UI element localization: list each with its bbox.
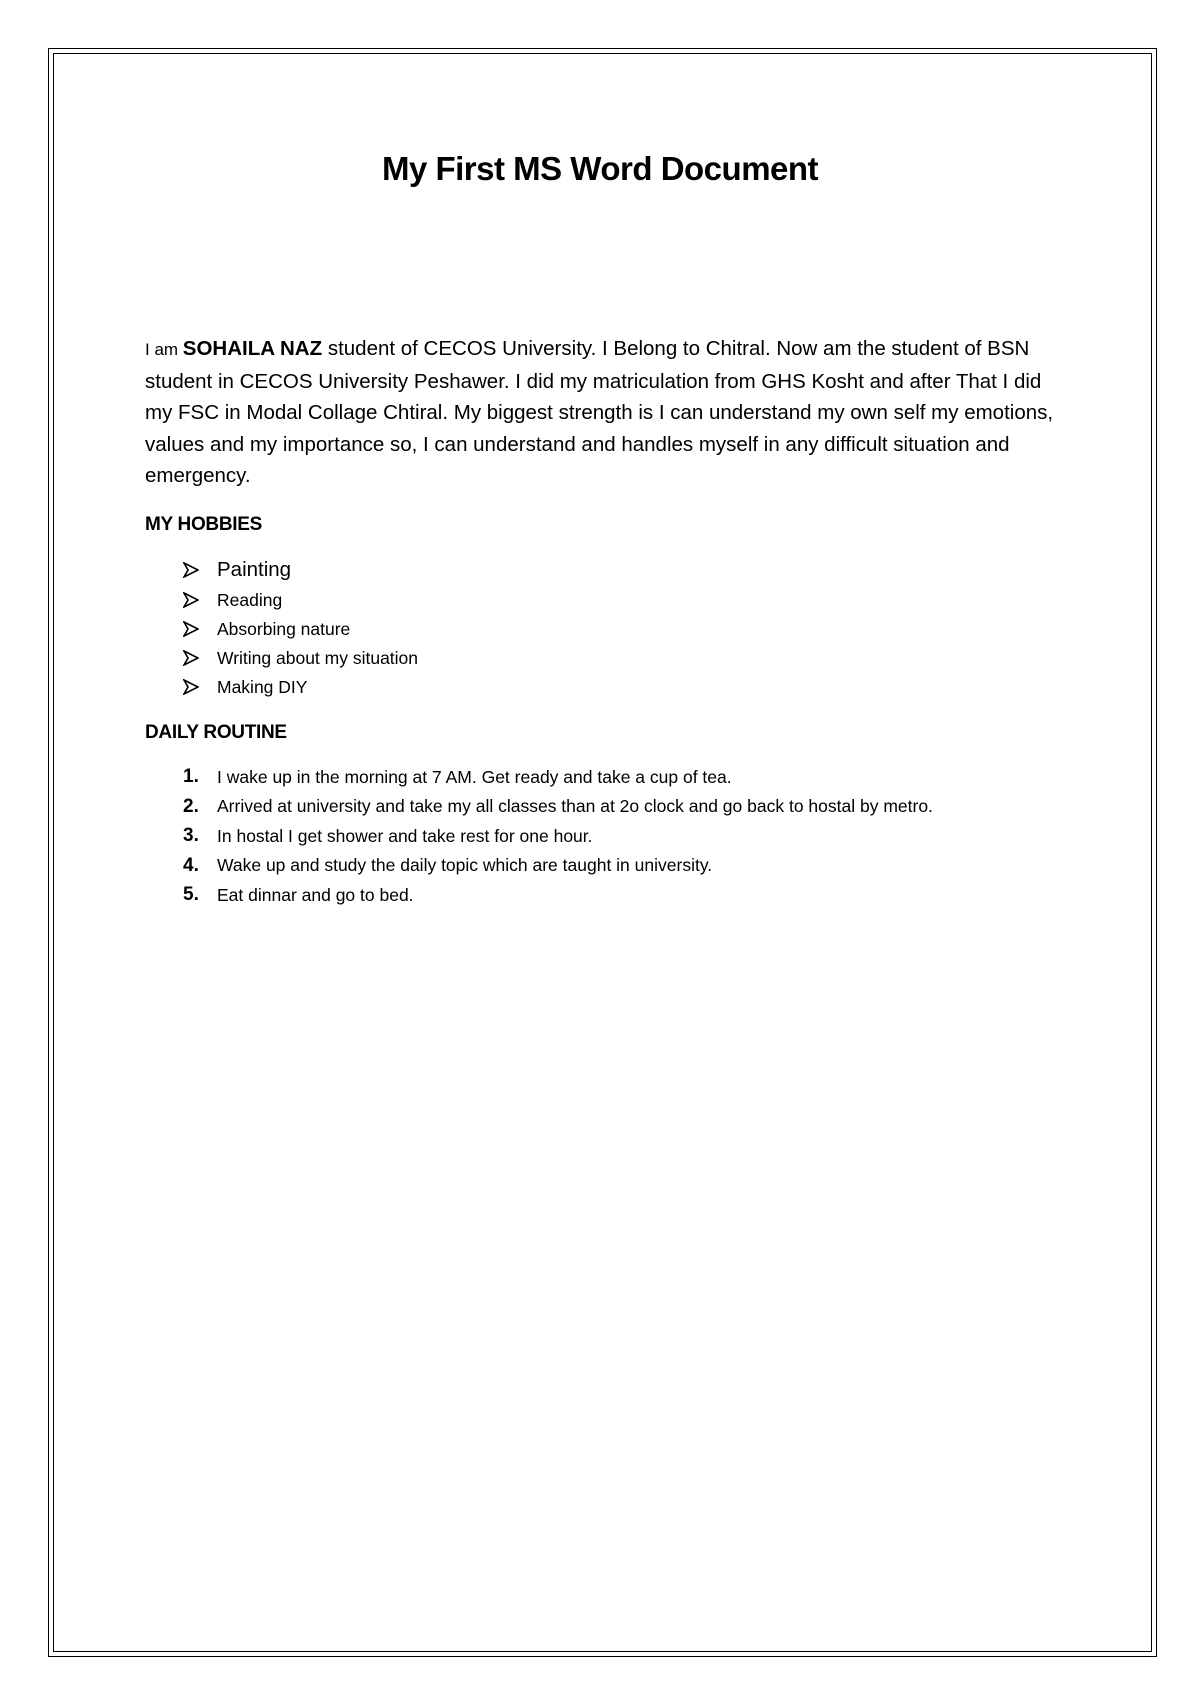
intro-text: student of CECOS University. I Belong to Chitral. Now am the student of BSN student in CECOS University Peshawer. I did my matriculation from GHS Kosht and after That I did my FSC in Modal Collage Chtiral. My biggest strength is I can understand my own self my emotions, values and my importance so, I can understand and handles myself in any difficult situation and emergency. [145,337,1054,487]
list-number: 2. [183,795,199,817]
arrowhead-bullet-icon [183,650,217,666]
list-item [183,822,1065,852]
list-item [183,763,1065,793]
arrowhead-bullet-icon [183,592,217,608]
routine-heading: DAILY ROUTINE [145,721,287,743]
list-item [183,644,1065,673]
routine-text: In hostal I get shower and take rest for one hour. [217,825,593,846]
author-name: SOHAILA NAZ [182,337,323,360]
list-number: 3. [183,825,199,847]
routine-list [145,763,1065,911]
arrowhead-bullet-icon [183,679,217,695]
document-title: My First MS Word Document [381,150,819,187]
routine-text: Arrived at university and take my all classes than at 2o clock and go back to hostal by metro. [217,796,933,817]
list-item [183,792,1065,822]
list-number: 4. [183,854,199,876]
list-number: 5. [183,884,199,906]
list-item [183,881,1065,911]
hobby-label: Writing about my situation [217,647,419,668]
document-body [145,333,1065,910]
routine-text: Wake up and study the daily topic which are taught in university. [217,855,713,876]
hobbies-heading: MY HOBBIES [145,513,263,535]
arrowhead-bullet-icon [183,621,217,637]
routine-text: I wake up in the morning at 7 AM. Get ready and take a cup of tea. [217,766,732,787]
list-item [183,673,1065,702]
intro-paragraph [145,333,1065,492]
hobby-label: Painting [217,557,292,581]
hobby-label: Absorbing nature [217,618,351,639]
list-item [183,586,1065,615]
arrowhead-bullet-icon [183,562,217,578]
hobby-label: Making DIY [217,676,308,697]
routine-text: Eat dinnar and go to bed. [217,884,414,905]
intro-prefix: I am [145,340,183,359]
hobby-label: Reading [217,589,283,610]
list-item [183,615,1065,644]
hobbies-list [145,554,1065,702]
list-item [183,554,1065,586]
list-number: 1. [183,766,199,788]
list-item [183,851,1065,881]
